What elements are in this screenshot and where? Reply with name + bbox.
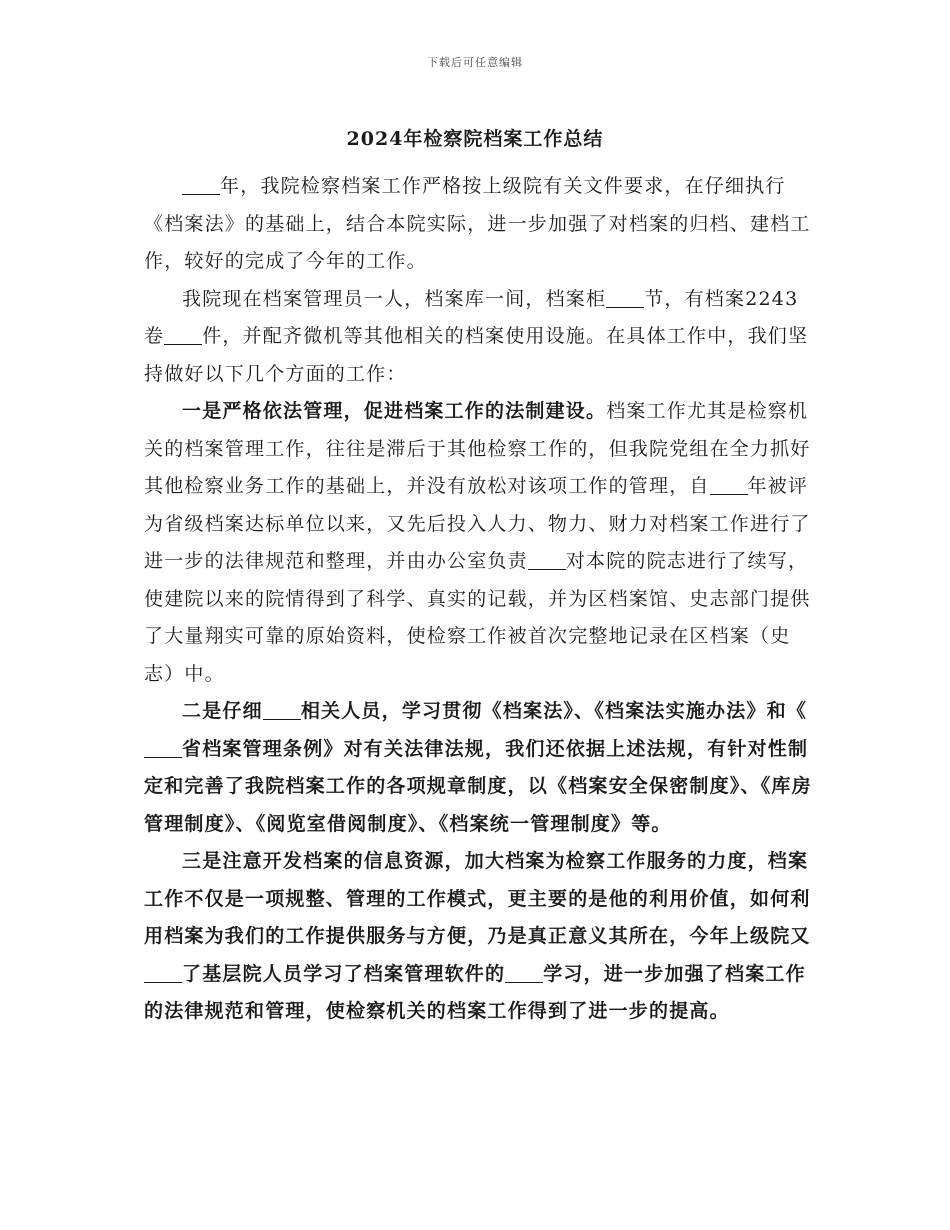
blank-line [606, 288, 644, 308]
paragraph-text: 省档案管理条例》对有关法律法规，我们还依据上述法规，有针对性制定和完善了我院档案工作的各项规章制度，以《档案安全保密制度》、《库房管理制度》、《阅览室借阅制度》、《档案统一管理制度》等。 [144, 737, 812, 835]
paragraph-intro [144, 168, 814, 281]
paragraph-text: 三是注意开发档案的信息资源，加大档案为检察工作服务的力度，档案工作不仅是一项规整、管理的工作模式，更主要的是他的利用价值，如何利用档案为我们的工作提供服务与方便，乃是真正意义其所在，今年上级院又 [144, 850, 811, 947]
blank-line [710, 475, 748, 495]
paragraph-text: 我院现在档案管理员一人，档案库一间，档案柜 [182, 287, 607, 310]
paragraph-text: 节，有档案2243卷 [144, 287, 799, 347]
blank-line [164, 325, 202, 345]
blank-line [182, 175, 220, 195]
paragraph-text: 学习，进一步加强了档案工作的法律规范和管理，使检察机关的档案工作得到了进一步的提高。 [144, 962, 806, 1022]
paragraph-point-three [144, 843, 814, 1031]
paragraph-point-two [144, 693, 814, 843]
paragraph-text: 年被评为省级档案达标单位以来，又先后投入人力、物力、财力对档案工作进行了进一步的法律规范和整理，并由办公室负责 [144, 475, 811, 572]
paragraph-text: 了基层院人员学习了档案管理软件的 [182, 962, 506, 985]
paragraph-text: 二是仔细 [182, 700, 263, 722]
paragraph-text: 件，并配齐微机等其他相关的档案使用设施。在具体工作中，我们坚持做好以下几个方面的工作： [144, 325, 809, 385]
blank-line [144, 738, 182, 758]
paragraph-text: 档案工作尤其是检察机关的档案管理工作，往往是滞后于其他检察工作的，但我院党组在全力抓好其他检察业务工作的基础上，并没有放松对该项工作的管理，自 [144, 400, 811, 497]
blank-line [263, 700, 301, 720]
paragraph-text: 相关人员，学习贯彻《档案法》、《档案法实施办法》和《 [300, 700, 808, 722]
document-body [144, 168, 814, 1031]
paragraph-overview [144, 281, 814, 394]
paragraph-text: 对本院的院志进行了续写，使建院以来的院情得到了科学、真实的记载，并为区档案馆、史志部门提供了大量翔实可靠的原始资料，使检察工作被首次完整地记录在区档案（史志）中。 [144, 550, 811, 685]
paragraph-point-one [144, 393, 814, 693]
blank-line [528, 550, 566, 570]
point-heading: 一是严格依法管理，促进档案工作的法制建设。 [182, 400, 607, 422]
header-note: 下载后可任意编辑 [427, 56, 523, 69]
blank-line [505, 963, 543, 983]
paragraph-text: 年，我院检察档案工作严格按上级院有关文件要求，在仔细执行《档案法》的基础上，结合本院实际，进一步加强了对档案的归档、建档工作，较好的完成了今年的工作。 [144, 175, 811, 272]
blank-line [144, 963, 182, 983]
document-title: 2024年检察院档案工作总结 [346, 128, 604, 150]
